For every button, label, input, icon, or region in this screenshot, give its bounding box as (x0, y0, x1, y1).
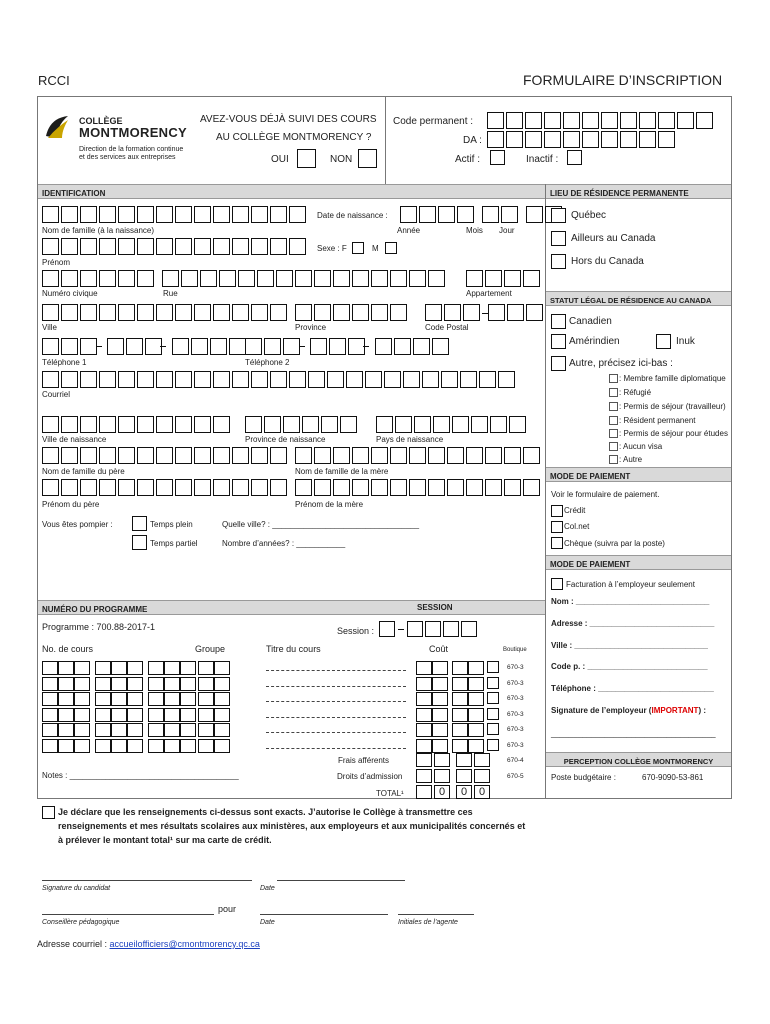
course-cost-box[interactable] (432, 708, 448, 722)
initiales-line[interactable] (398, 914, 474, 915)
footer-email-label: Adresse courriel : (37, 939, 108, 949)
telephone2-label: Téléphone 2 (245, 358, 290, 367)
college-logo (44, 114, 70, 140)
course-number-box[interactable] (164, 677, 180, 691)
course-number-box[interactable] (58, 692, 74, 706)
da-label: DA : (463, 135, 482, 146)
col-boutique: Boutique (503, 647, 527, 653)
rue-boxes[interactable] (162, 270, 445, 287)
total-hundredths: 0 (474, 785, 490, 799)
course-group-box[interactable] (214, 692, 230, 706)
quelle-ville-field[interactable]: Quelle ville? : _________________________________ (222, 520, 420, 529)
course-cost-box[interactable] (432, 739, 448, 753)
course-group-box[interactable] (198, 661, 214, 675)
total-label: TOTAL¹ (376, 789, 404, 798)
credit-label: Crédit (564, 506, 586, 515)
declaration-line3: à prélever le montant total¹ sur ma carte de crédit. (58, 835, 272, 845)
temps-partiel-label: Temps partiel (150, 539, 198, 548)
course-number-box[interactable] (111, 692, 127, 706)
rue-label: Rue (163, 289, 178, 298)
appartement-label: Appartement (466, 289, 512, 298)
courriel-boxes[interactable] (42, 371, 515, 388)
session-season-box[interactable] (379, 621, 395, 637)
total-boxes (416, 785, 490, 799)
aucun-visa-checkbox[interactable] (609, 442, 618, 451)
code-permanent-label: Code permanent : (393, 116, 474, 127)
birthdate-label: Date de naissance : (317, 211, 388, 220)
resident-permanent-label: : Résident permanent (619, 416, 696, 425)
course-group-box[interactable] (198, 708, 214, 722)
nom-mere-boxes[interactable] (295, 447, 540, 464)
sexe-f-checkbox[interactable] (352, 242, 364, 254)
course-number-box[interactable] (95, 723, 111, 737)
course-number-box[interactable] (42, 661, 58, 675)
sexe-m-checkbox[interactable] (385, 242, 397, 254)
inactif-checkbox[interactable] (567, 150, 582, 165)
course-code: 670-3 (507, 726, 524, 733)
sexe-label: Sexe : F (317, 244, 347, 253)
canadien-checkbox[interactable] (551, 314, 566, 329)
residence-header: LIEU DE RÉSIDENCE PERMANENTE (546, 184, 731, 199)
actif-label: Actif : (455, 154, 481, 165)
prenom-pere-boxes[interactable] (42, 479, 287, 496)
autre-label: Autre, précisez ici-bas : (569, 358, 673, 369)
droits-admission-label: Droits d’admission (337, 772, 403, 781)
permis-etudes-label: : Permis de séjour pour études (619, 429, 728, 438)
ville-naissance-label: Ville de naissance (42, 435, 107, 444)
course-boutique-box[interactable] (487, 692, 499, 704)
droits-admission-code: 670-5 (507, 773, 524, 780)
ville-naissance-boxes[interactable] (42, 416, 230, 433)
col-nocours: No. de cours (42, 644, 94, 654)
course-number-box[interactable] (111, 677, 127, 691)
course-boutique-box[interactable] (487, 661, 499, 673)
sexe-m-label: M (372, 244, 379, 253)
prenom-mere-label: Prénom de la mère (295, 500, 364, 509)
code-permanent-boxes[interactable] (487, 112, 713, 129)
birthdate-boxes[interactable] (400, 206, 562, 223)
course-cost-box[interactable] (468, 692, 484, 706)
ailleurs-canada-checkbox[interactable] (551, 231, 566, 246)
programme-header: NUMÉRO DU PROGRAMME (38, 600, 545, 615)
course-cost-box[interactable] (452, 677, 468, 691)
code-postal-label: Code Postal (425, 323, 469, 332)
course-number-box[interactable] (180, 739, 196, 753)
course-boutique-box[interactable] (487, 723, 499, 735)
session-year-boxes[interactable] (407, 621, 477, 637)
telephone2-boxes[interactable] (245, 338, 449, 355)
course-cost-box[interactable] (416, 723, 432, 737)
prenom-pere-label: Prénom du père (42, 500, 100, 509)
date2-line[interactable] (260, 914, 388, 915)
course-group-box[interactable] (214, 677, 230, 691)
course-number-box[interactable] (74, 708, 90, 722)
non-label: NON (330, 154, 353, 165)
frais-afferents-label: Frais afférents (338, 756, 389, 765)
col-cout: Coût (429, 644, 449, 654)
jour-label: Jour (499, 226, 515, 235)
course-number-box[interactable] (180, 708, 196, 722)
inuk-checkbox[interactable] (656, 334, 671, 349)
pays-naissance-label: Pays de naissance (376, 435, 444, 444)
course-boutique-box[interactable] (487, 677, 499, 689)
declaration-checkbox[interactable] (42, 806, 55, 819)
prenom-boxes[interactable] (42, 238, 306, 255)
course-number-box[interactable] (42, 739, 58, 753)
course-number-box[interactable] (42, 677, 58, 691)
nom-pere-label: Nom de famille du père (42, 467, 125, 476)
course-number-box[interactable] (95, 739, 111, 753)
course-number-box[interactable] (74, 677, 90, 691)
numero-civique-boxes[interactable] (42, 270, 154, 287)
course-cost-box[interactable] (416, 739, 432, 753)
nom-label: Nom de famille (à la naissance) (42, 226, 155, 235)
frais-afferents-code: 670-4 (507, 757, 524, 764)
poste-budgetaire-value: 670-9090-53-861 (642, 773, 704, 782)
course-number-box[interactable] (74, 661, 90, 675)
course-code: 670-3 (507, 679, 524, 687)
nom-pere-boxes[interactable] (42, 447, 287, 464)
course-title-line[interactable] (266, 701, 406, 702)
course-title-line[interactable] (266, 670, 406, 671)
employeur-adresse-field[interactable]: Adresse : ____________________________ (551, 619, 715, 628)
courriel-label: Courriel (42, 390, 71, 399)
temps-partiel-checkbox[interactable] (132, 535, 147, 550)
form-title: FORMULAIRE D’INSCRIPTION (523, 72, 723, 88)
course-group-box[interactable] (198, 677, 214, 691)
course-cost-box[interactable] (452, 692, 468, 706)
course-cost-box[interactable] (416, 677, 432, 691)
conseillere-line[interactable] (42, 914, 214, 915)
paiement-voir: Voir le formulaire de paiement. (551, 490, 660, 499)
employeur-cp-field[interactable]: Code p. : ___________________________ (551, 662, 708, 671)
date1-label: Date (260, 885, 275, 892)
course-title-line[interactable] (266, 732, 406, 733)
course-group-box[interactable] (198, 723, 214, 737)
footer-email-link[interactable]: accueilofficiers@cmontmorency.qc.ca (109, 939, 260, 949)
course-group-box[interactable] (214, 708, 230, 722)
course-number-box[interactable] (58, 708, 74, 722)
hors-canada-label: Hors du Canada (571, 256, 644, 267)
ville-boxes[interactable] (42, 304, 287, 321)
province-naissance-boxes[interactable] (245, 416, 357, 433)
course-cost-box[interactable] (468, 708, 484, 722)
course-number-box[interactable] (180, 723, 196, 737)
credit-checkbox[interactable] (551, 505, 563, 517)
course-cost-box[interactable] (468, 677, 484, 691)
form-code: RCCI (38, 73, 70, 88)
course-code: 670-3 (507, 664, 524, 671)
logo-sub1: Direction de la formation continue (79, 146, 184, 153)
session-header: SESSION (417, 603, 453, 612)
temps-plein-checkbox[interactable] (132, 516, 147, 531)
date2-label: Date (260, 919, 275, 926)
course-number-box[interactable] (58, 661, 74, 675)
cheque-checkbox[interactable] (551, 537, 563, 549)
course-number-box[interactable] (164, 661, 180, 675)
course-number-box[interactable] (148, 692, 164, 706)
da-boxes[interactable] (487, 131, 675, 148)
nombre-annees-field[interactable]: Nombre d’années? : ___________ (222, 539, 346, 548)
permis-travailleur-label: : Permis de séjour (travailleur) (619, 402, 726, 411)
statut-header: STATUT LÉGAL DE RÉSIDENCE AU CANADA (546, 291, 731, 306)
course-title-line[interactable] (266, 686, 406, 687)
course-group-box[interactable] (214, 723, 230, 737)
total-tenths: 0 (456, 785, 472, 799)
course-number-box[interactable] (127, 661, 143, 675)
oui-label: OUI (271, 154, 289, 165)
course-cost-box[interactable] (452, 739, 468, 753)
annee-label: Année (397, 226, 421, 235)
prenom-label: Prénom (42, 258, 71, 267)
course-number-box[interactable] (180, 661, 196, 675)
refugie-checkbox[interactable] (609, 388, 618, 397)
paiement-header: MODE DE PAIEMENT (546, 467, 731, 482)
diplomatique-label: : Membre famille diplomatique (619, 374, 726, 383)
colnet-checkbox[interactable] (551, 521, 563, 533)
course-number-box[interactable] (148, 661, 164, 675)
course-number-box[interactable] (111, 708, 127, 722)
inuk-label: Inuk (676, 336, 695, 347)
course-code: 670-3 (507, 695, 524, 702)
course-number-box[interactable] (58, 723, 74, 737)
permis-etudes-checkbox[interactable] (609, 429, 618, 438)
appartement-boxes[interactable] (466, 270, 540, 287)
declaration-line2: renseignements et mes résultats scolaires aux ministères, aux employeurs et aux municipalités concernés et (58, 821, 526, 831)
declaration-line1: Je déclare que les renseignements ci-dessus sont exacts. J’autorise le Collège à transmettre ces (58, 807, 473, 817)
ville-label: Ville (42, 323, 57, 332)
session-label: Session : (337, 626, 375, 636)
course-boutique-box[interactable] (487, 708, 499, 720)
actif-checkbox[interactable] (490, 150, 505, 165)
prior-question-2: AU COLLÈGE MONTMORENCY ? (216, 132, 372, 143)
colnet-label: Col.net (564, 522, 590, 531)
facturation-checkbox[interactable] (551, 578, 563, 590)
course-title-line[interactable] (266, 717, 406, 718)
course-number-box[interactable] (127, 739, 143, 753)
logo-line1: COLLÈGE (79, 116, 123, 126)
course-cost-box[interactable] (468, 739, 484, 753)
course-number-box[interactable] (180, 692, 196, 706)
course-cost-box[interactable] (416, 692, 432, 706)
course-number-box[interactable] (111, 723, 127, 737)
employeur-signature-line[interactable]: _____________________________________ (551, 729, 716, 738)
course-number-box[interactable] (42, 708, 58, 722)
logo-sub2: et des services aux entreprises (79, 154, 176, 161)
facturation-label: Facturation à l’employeur seulement (566, 580, 695, 589)
diplomatique-checkbox[interactable] (609, 374, 618, 383)
conseillere-label: Conseillère pédagogique (42, 919, 120, 926)
course-cost-box[interactable] (468, 723, 484, 737)
resident-permanent-checkbox[interactable] (609, 416, 618, 425)
telephone1-label: Téléphone 1 (42, 358, 87, 367)
course-number-box[interactable] (42, 692, 58, 706)
autre-sub-label: : Autre (619, 455, 643, 464)
col-groupe: Groupe (195, 644, 226, 654)
course-boutique-box[interactable] (487, 739, 499, 751)
pays-naissance-boxes[interactable] (376, 416, 526, 433)
course-number-box[interactable] (127, 692, 143, 706)
pour-label: pour (218, 904, 237, 914)
programme-number: Programme : 700.88-2017-1 (42, 622, 156, 632)
course-number-box[interactable] (148, 708, 164, 722)
cheque-label: Chèque (suivra par la poste) (564, 539, 665, 548)
course-group-box[interactable] (198, 692, 214, 706)
initiales-label: Initiales de l’agente (398, 919, 458, 926)
logo-line2: MONTMORENCY (79, 125, 188, 140)
amerindien-label: Amérindien (569, 336, 620, 347)
temps-plein-label: Temps plein (150, 520, 193, 529)
aucun-visa-label: : Aucun visa (619, 442, 663, 451)
course-cost-box[interactable] (432, 723, 448, 737)
course-cost-box[interactable] (432, 677, 448, 691)
course-group-box[interactable] (214, 739, 230, 753)
course-cost-box[interactable] (452, 661, 468, 675)
numero-civique-label: Numéro civique (42, 289, 98, 298)
employeur-ville-field[interactable]: Ville : ______________________________ (551, 641, 708, 650)
permis-travailleur-checkbox[interactable] (609, 402, 618, 411)
autre-checkbox[interactable] (551, 356, 566, 371)
course-number-box[interactable] (148, 723, 164, 737)
course-number-box[interactable] (148, 677, 164, 691)
col-titre: Titre du cours (266, 644, 321, 654)
mois-label: Mois (466, 226, 483, 235)
inactif-label: Inactif : (526, 154, 559, 165)
employeur-nom-field[interactable]: Nom : ______________________________ (551, 597, 710, 606)
pompier-label: Vous êtes pompier : (42, 520, 113, 529)
course-cost-box[interactable] (416, 661, 432, 675)
course-number-box[interactable] (42, 723, 58, 737)
course-number-box[interactable] (127, 677, 143, 691)
course-number-box[interactable] (180, 677, 196, 691)
oui-checkbox[interactable] (297, 149, 316, 168)
course-number-box[interactable] (74, 739, 90, 753)
footer-email-row (37, 940, 260, 949)
quebec-label: Québec (571, 210, 607, 221)
course-group-box[interactable] (214, 661, 230, 675)
course-number-box[interactable] (164, 739, 180, 753)
course-cost-box[interactable] (452, 723, 468, 737)
droits-admission-boxes[interactable] (416, 769, 490, 783)
telephone1-boxes[interactable] (42, 338, 246, 355)
course-number-box[interactable] (164, 692, 180, 706)
course-title-line[interactable] (266, 748, 406, 749)
signature-candidat-line[interactable] (42, 880, 252, 881)
course-cost-box[interactable] (432, 692, 448, 706)
nom-mere-label: Nom de famille de la mère (295, 467, 389, 476)
paiement2-header: MODE DE PAIEMENT (546, 555, 731, 570)
course-number-box[interactable] (111, 739, 127, 753)
course-number-box[interactable] (74, 692, 90, 706)
course-cost-box[interactable] (452, 708, 468, 722)
province-naissance-label: Province de naissance (245, 435, 326, 444)
hors-canada-checkbox[interactable] (551, 254, 566, 269)
poste-budgetaire-label: Poste budgétaire : (551, 773, 616, 782)
perception-header: PERCEPTION COLLÈGE MONTMORENCY (546, 752, 731, 767)
course-number-box[interactable] (127, 708, 143, 722)
notes-field[interactable]: Notes : ______________________________________ (42, 771, 239, 780)
employeur-tel-field[interactable]: Téléphone : __________________________ (551, 684, 714, 693)
course-number-box[interactable] (95, 692, 111, 706)
course-number-box[interactable] (95, 661, 111, 675)
ailleurs-canada-label: Ailleurs au Canada (571, 233, 656, 244)
quebec-checkbox[interactable] (551, 208, 566, 223)
course-code: 670-3 (507, 710, 524, 718)
course-number-box[interactable] (127, 723, 143, 737)
course-cost-box[interactable] (416, 708, 432, 722)
course-number-box[interactable] (111, 661, 127, 675)
course-cost-box[interactable] (432, 661, 448, 675)
prior-question-1: AVEZ-VOUS DÉJÀ SUIVI DES COURS (200, 114, 377, 125)
course-group-box[interactable] (198, 739, 214, 753)
course-code: 670-3 (507, 741, 524, 749)
prenom-mere-boxes[interactable] (295, 479, 540, 496)
non-checkbox[interactable] (358, 149, 377, 168)
course-number-box[interactable] (148, 739, 164, 753)
course-number-box[interactable] (58, 677, 74, 691)
total-units: 0 (434, 785, 450, 799)
course-number-box[interactable] (95, 677, 111, 691)
canadien-label: Canadien (569, 316, 612, 327)
identification-header: IDENTIFICATION (38, 184, 545, 199)
course-number-box[interactable] (74, 723, 90, 737)
signature-candidat-label: Signature du candidat (42, 885, 111, 892)
employeur-signature-label: Signature de l’employeur (IMPORTANT) : (551, 706, 706, 715)
date1-line[interactable] (277, 880, 405, 881)
course-number-box[interactable] (164, 723, 180, 737)
frais-afferents-boxes[interactable] (416, 753, 490, 767)
province-boxes[interactable] (295, 304, 407, 321)
course-number-box[interactable] (95, 708, 111, 722)
refugie-label: : Réfugié (619, 388, 652, 397)
province-label: Province (295, 323, 327, 332)
course-cost-box[interactable] (468, 661, 484, 675)
autre-sub-checkbox[interactable] (609, 455, 618, 464)
amerindien-checkbox[interactable] (551, 334, 566, 349)
course-number-box[interactable] (164, 708, 180, 722)
nom-boxes[interactable] (42, 206, 306, 223)
course-number-box[interactable] (58, 739, 74, 753)
